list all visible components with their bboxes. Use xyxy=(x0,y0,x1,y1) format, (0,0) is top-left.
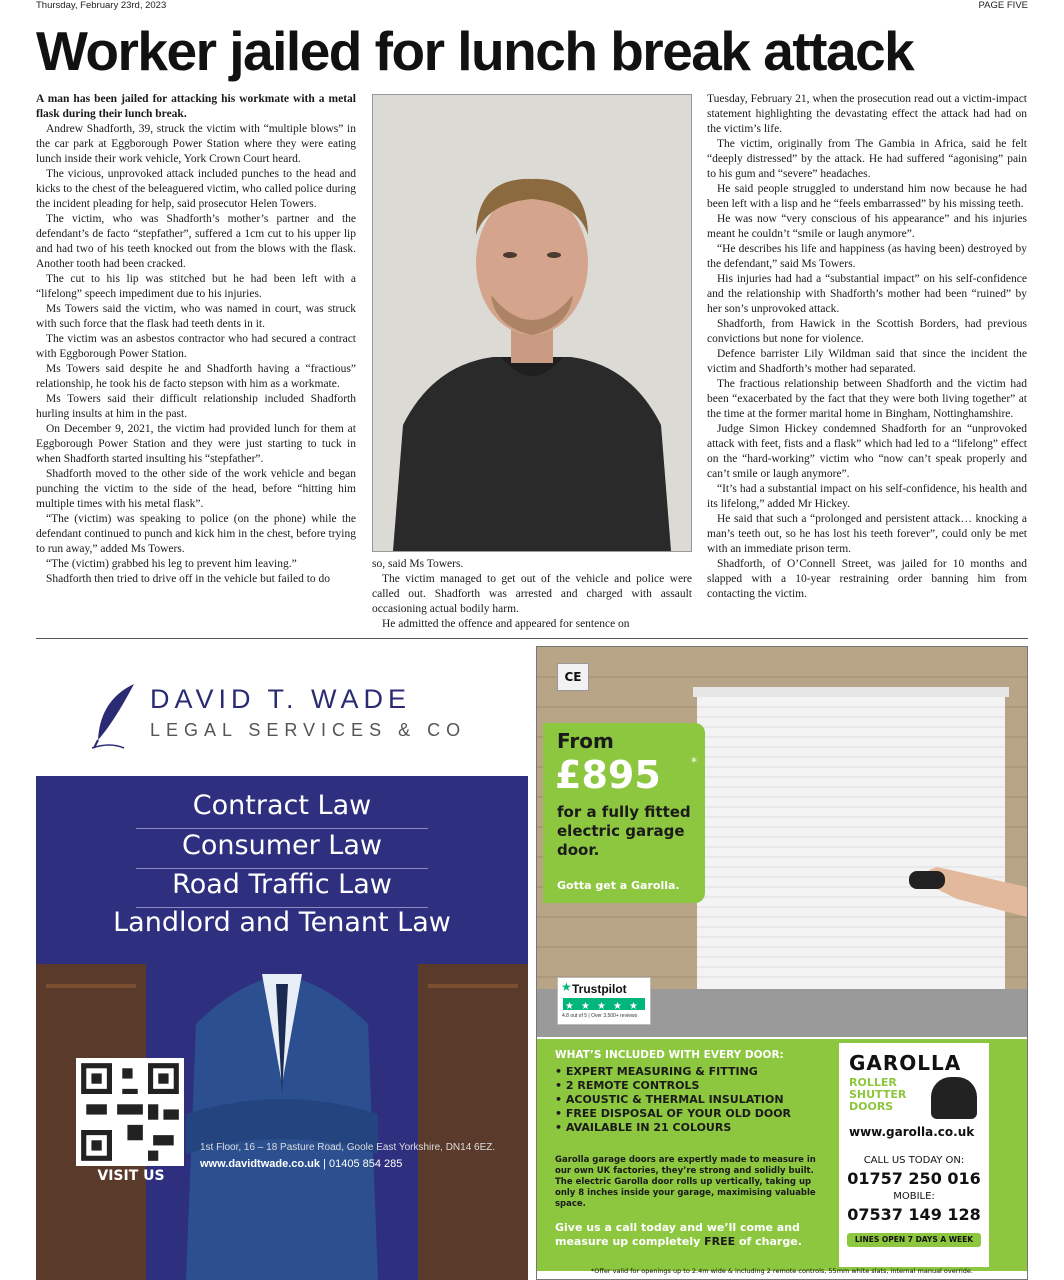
article-paragraph: Ms Towers said their difficult relationship included Shadforth hurling insults at him in the past. xyxy=(36,393,356,420)
cta-text: Give us a call today and we’ll come and measure up completely xyxy=(555,1221,800,1248)
offer-footnote: *Offer valid for openings up to 2.4m wide & including 2 remote controls, 55mm white slats, internal manual override. xyxy=(591,1267,973,1275)
article-paragraph: “It’s had a substantial impact on his self-confidence, his health and its lifelong,” added Mr Hickey. xyxy=(707,483,1027,510)
contact-separator: | xyxy=(323,1158,329,1170)
article-paragraph: so, said Ms Towers. xyxy=(372,558,464,570)
included-item: • 2 REMOTE CONTROLS xyxy=(555,1079,791,1093)
garolla-tagline: Gotta get a Garolla. xyxy=(557,879,680,892)
wade-phone[interactable]: 01405 854 285 xyxy=(329,1158,403,1170)
garolla-website[interactable]: www.garolla.co.uk xyxy=(849,1125,975,1139)
wade-website[interactable]: www.davidtwade.co.uk xyxy=(200,1158,321,1170)
section-divider xyxy=(36,638,1028,639)
svg-text:★: ★ xyxy=(613,1001,622,1011)
garolla-call-to-action xyxy=(555,1221,835,1249)
article-column-1 xyxy=(36,92,356,632)
wade-brand-subtitle: LEGAL SERVICES & CO xyxy=(150,720,467,740)
svg-text:★: ★ xyxy=(597,1001,606,1011)
included-item: • EXPERT MEASURING & FITTING xyxy=(555,1065,791,1079)
product-line-3: DOORS xyxy=(849,1100,894,1113)
article-paragraph: The victim managed to get out of the vehicle and police were called out. Shadforth was arrested and charged with assault occasioning actual bodily harm. xyxy=(372,573,692,615)
wade-contact xyxy=(200,1158,402,1170)
price-from-label: From xyxy=(557,729,614,753)
article-paragraph: He admitted the offence and appeared for sentence on xyxy=(382,618,630,630)
article-paragraph: He was now “very conscious of his appearance” and his injuries meant he couldn’t “smile or laugh anymore”. xyxy=(707,213,1027,240)
product-line-2: SHUTTER xyxy=(849,1088,907,1101)
included-item: • AVAILABLE IN 21 COLOURS xyxy=(555,1121,791,1135)
advert-david-t-wade[interactable] xyxy=(36,646,528,1280)
ce-mark: CE xyxy=(557,663,589,691)
garolla-contact-card xyxy=(839,1043,989,1267)
article-paragraph: Tuesday, February 21, when the prosecution read out a victim-impact statement highlighting the devastating effect the attack had had on the victim’s life. xyxy=(707,93,1027,135)
garolla-phone[interactable]: 01757 250 016 xyxy=(847,1169,981,1188)
included-list xyxy=(555,1065,791,1135)
garolla-brand: GAROLLA xyxy=(849,1051,962,1075)
call-label: CALL US TODAY ON: xyxy=(863,1155,965,1166)
service-road-traffic-law: Road Traffic Law xyxy=(172,869,392,900)
article-paragraph: The victim, who was Shadforth’s mother’s partner and the defendant’s de facto “stepfather”, suffered a 1cm cut to his upper lip and had two of his teeth knocked out from the blows with the flask. Another tooth had been cracked. xyxy=(36,213,356,270)
qr-code[interactable] xyxy=(76,1058,184,1166)
article-paragraph: Defence barrister Lily Wildman said that since the incident the victim and Shadforth’s mother had separated. xyxy=(707,348,1027,375)
garolla-body-text: Garolla garage doors are expertly made to measure in our own UK factories, they’re strong and solidly built. The electric Garolla door rolls up vertically, taking up only 8 inches inside your garage, maximising valuable space. xyxy=(555,1155,816,1209)
article-paragraph: “He describes his life and happiness (as having been) destroyed by the defendant,” said Ms Towers. xyxy=(707,243,1027,270)
article-paragraph: He said people struggled to understand him now because he had been left with a lisp and he “feels embarrassed” by his missing teeth. xyxy=(707,183,1027,210)
cta-free: FREE xyxy=(704,1235,736,1248)
wade-logo xyxy=(36,646,528,774)
included-title: WHAT’S INCLUDED WITH EVERY DOOR: xyxy=(555,1049,784,1061)
garolla-mobile[interactable]: 07537 149 128 xyxy=(847,1205,981,1224)
trustpilot-star-icon: ★ xyxy=(561,980,572,994)
article-paragraph: Shadforth, from Hawick in the Scottish Borders, had previous convictions but none for violence. xyxy=(707,318,1027,345)
article-paragraph: The vicious, unprovoked attack included punches to the head and kicks to the chest of the beleaguered victim, who called police during the incident pleading for help, said prosecutor Helen Towers. xyxy=(36,168,356,210)
article-paragraph: Shadforth then tried to drive off in the vehicle but failed to do xyxy=(46,573,331,585)
article-paragraph: “The (victim) was speaking to police (on the phone) while the defendant continued to punch and kick him in the chest, before trying to run away,” added Ms Towers. xyxy=(36,513,356,555)
qr-code-icon xyxy=(76,1058,184,1166)
lines-open-badge: LINES OPEN 7 DAYS A WEEK xyxy=(847,1233,981,1247)
article-paragraph: Shadforth, of O’Connell Street, was jailed for 10 months and slapped with a 10-year restraining order banning him from contacting the victim. xyxy=(707,558,1027,600)
trustpilot-rating-text: 4.8 out of 5 | Over 3,500+ reviews xyxy=(562,1013,638,1019)
wade-address: 1st Floor, 16 – 18 Pasture Road, Goole East Yorkshire, DN14 6EZ. xyxy=(200,1142,496,1153)
price-amount: £895 xyxy=(555,753,661,797)
price-description: for a fully fitted electric garage door. xyxy=(557,803,691,859)
article-paragraph: Shadforth moved to the other side of the work vehicle and began punching the victim to the side of the head, before “hitting him multiple times with his metal flask”. xyxy=(36,468,356,510)
trustpilot-stars-icon xyxy=(563,998,645,1010)
five-stars-icon xyxy=(563,999,645,1011)
cta-end: of charge. xyxy=(738,1235,802,1248)
garolla-product-type xyxy=(849,1077,906,1113)
wade-brand-name: DAVID T. WADE xyxy=(150,684,412,714)
issue-date: Thursday, February 23rd, 2023 xyxy=(36,0,167,11)
article-paragraph: The fractious relationship between Shadforth and the victim had been “exacerbated by the fact that they were both living together” at the time at the former marital home in Bingham, Nottinghamshire. xyxy=(707,378,1027,420)
headline: Worker jailed for lunch break attack xyxy=(36,20,914,82)
article-paragraph: Ms Towers said the victim, who was named in court, was struck with such force that the flask had teeth dents in it. xyxy=(36,303,356,330)
page-number: PAGE FIVE xyxy=(978,0,1028,11)
article-lede: A man has been jailed for attacking his workmate with a metal flask during their lunch break. xyxy=(36,93,356,120)
included-item: • ACOUSTIC & THERMAL INSULATION xyxy=(555,1093,791,1107)
page-header xyxy=(36,0,1028,12)
service-landlord-tenant-law: Landlord and Tenant Law xyxy=(113,907,451,938)
product-line-1: ROLLER xyxy=(849,1076,897,1089)
garolla-info-panel xyxy=(537,1039,1027,1271)
article-column-2 xyxy=(372,557,692,633)
article-paragraph: Judge Simon Hickey condemned Shadforth for an “unprovoked attack with feet, fists and a flask” which had led to a “lifelong” effect on the “hard-working” victim who “now can’t speak properly and can’t smile or laugh anymore”. xyxy=(707,423,1027,480)
svg-text:★: ★ xyxy=(629,1001,638,1011)
service-contract-law: Contract Law xyxy=(192,790,372,821)
mobile-label: MOBILE: xyxy=(893,1191,935,1202)
quill-icon xyxy=(90,682,140,752)
law-divider xyxy=(136,828,428,829)
article-paragraph: On December 9, 2021, the victim had provided lunch for them at Eggborough Power Station and they were just starting to tuck in when Shadforth started insulting his “stepfather”. xyxy=(36,423,356,465)
visit-us-label: VISIT US xyxy=(97,1168,165,1184)
trustpilot-name: Trustpilot xyxy=(572,982,627,996)
article-paragraph: The victim was an asbestos contractor who had secured a contract with Eggborough Power Station. xyxy=(36,333,356,360)
service-consumer-law: Consumer Law xyxy=(182,830,382,861)
article-column-3 xyxy=(707,92,1027,632)
included-item: • FREE DISPOSAL OF YOUR OLD DOOR xyxy=(555,1107,791,1121)
gorilla-logo-icon xyxy=(931,1077,977,1119)
price-footnote-mark: * xyxy=(691,755,697,769)
portrait-illustration xyxy=(373,95,691,551)
article-paragraph: The victim, originally from The Gambia in Africa, said he felt “deeply distressed” by the attack. He had suffered “agonising” pain to his gum and “severe” headaches. xyxy=(707,138,1027,180)
article-paragraph: “The (victim) grabbed his leg to prevent him leaving.” xyxy=(46,558,297,570)
advert-garolla[interactable] xyxy=(536,646,1028,1280)
trustpilot-badge xyxy=(557,977,651,1025)
article-paragraph: Ms Towers said despite he and Shadforth having a “fractious” relationship, he took his de facto stepson with him as a workmate. xyxy=(36,363,356,390)
price-callout xyxy=(543,723,705,903)
svg-text:★: ★ xyxy=(581,1001,590,1011)
wade-services-panel xyxy=(36,776,528,1280)
article-paragraph: He said that such a “prolonged and persistent attack… knocking a man’s teeth out, so he has lost his teeth forever”, could only be met with an immediate prison term. xyxy=(707,513,1027,555)
article-paragraph: Andrew Shadforth, 39, struck the victim with “multiple blows” in the car park at Eggborough Power Station where they were eating lunch inside their work vehicle, York Crown Court heard. xyxy=(36,123,356,165)
svg-text:★: ★ xyxy=(565,1001,574,1011)
defendant-photo xyxy=(372,94,692,552)
article-paragraph: His injuries had had a “substantial impact” on his self-confidence and the relationship with Shadforth’s mother had been “ruined” by her son’s unprovoked attack. xyxy=(707,273,1027,315)
article-paragraph: The cut to his lip was stitched but he had been left with a “lifelong” speech impediment due to his injuries. xyxy=(36,273,356,300)
